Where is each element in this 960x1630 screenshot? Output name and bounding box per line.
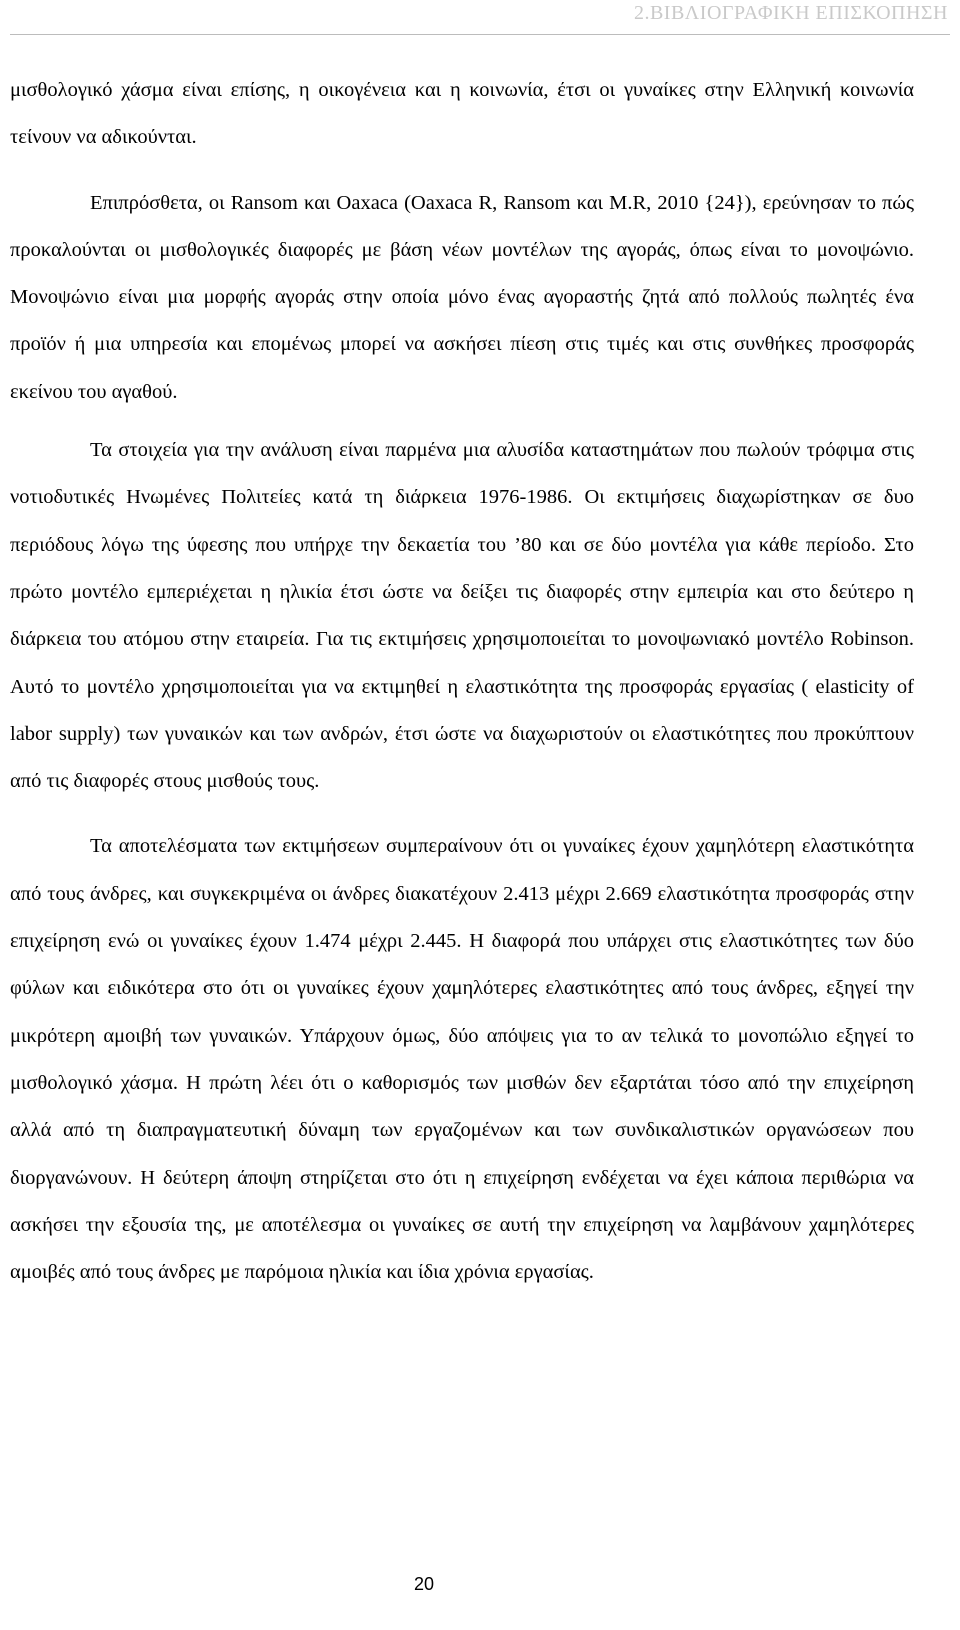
paragraph-continuation: μισθολογικό χάσμα είναι επίσης, η οικογένεια και η κοινωνία, έτσι οι γυναίκες στην Ελληνική κοινωνία τείνουν να αδικούνται.: [10, 79, 914, 149]
header-divider: [10, 34, 950, 35]
section-title: 2.ΒΙΒΛΙΟΓΡΑΦΙΚΗ ΕΠΙΣΚΟΠΗΣΗ: [633, 2, 948, 24]
paragraph-results: Τα αποτελέσματα των εκτιμήσεων συμπεραίνουν ότι οι γυναίκες έχουν χαμηλότερη ελαστικότητα από τους άνδρες, και συγκεκριμένα οι άνδρες διακατέχουν 2.413 μέχρι 2.669 ελαστικότητα προσφοράς στην επιχείρηση ενώ οι γυναίκες έχουν 1.474 μέχρι 2.445. Η διαφορά που υπάρχει στις ελαστικότητες των δύο φύλων και ειδικότερα στο ότι οι γυναίκες έχουν χαμηλότερες ελαστικότητες από τους άνδρες, εξηγεί την μικρότερη αμοιβή των γυναικών. Υπάρχουν όμως, δύο απόψεις για το αν τελικά το μονοπώλιο εξηγεί το μισθολογικό χάσμα. Η πρώτη λέει ότι ο καθορισμός των μισθών δεν εξαρτάται τόσο από την επιχείρηση αλλά από τη διαπραγματευτική δύναμη των εργαζομένων και των συνδικαλιστικών οργανώσεων που διοργανώνουν. Η δεύτερη άποψη στηρίζεται στο ότι η επιχείρηση ενδέχεται να έχει κάποια περιθώρια να ασκήσει την εξουσία της, με αποτέλεσμα οι γυναίκες σε αυτή την επιχείρηση να λαμβάνουν χαμηλότερες αμοιβές από τους άνδρες με παρόμοια ηλικία και ίδια χρόνια εργασίας.: [10, 835, 914, 1284]
paragraph-data-analysis: Τα στοιχεία για την ανάλυση είναι παρμένα μια αλυσίδα καταστημάτων που πωλούν τρόφιμα στις νοτιοδυτικές Ηνωμένες Πολιτείες κατά τη διάρκεια 1976-1986. Οι εκτιμήσεις διαχωρίστηκαν σε δυο περιόδους λόγω της ύφεσης που υπήρχε την δεκαετία του ’80 και σε δύο μοντέλα για κάθε περίοδο. Στο πρώτο μοντέλο εμπεριέχεται η ηλικία έτσι ώστε να δείξει τις διαφορές στην εμπειρία και στο δεύτερο η διάρκεια του ατόμου στην εταιρεία. Για τις εκτιμήσεις χρησιμοποιείται το μονοψωνιακό μοντέλο Robinson. Αυτό το μοντέλο χρησιμοποιείται για να εκτιμηθεί η ελαστικότητα της προσφοράς εργασίας ( elasticity of labor supply) των γυναικών και των ανδρών, έτσι ώστε να διαχωριστούν οι ελαστικότητες που προκύπτουν από τις διαφορές στους μισθούς τους.: [10, 439, 914, 793]
page-number: 20: [413, 1574, 435, 1594]
page-body: [10, 67, 914, 1296]
paragraph-ransom-oaxaca: Επιπρόσθετα, οι Ransom και Oaxaca (Oaxaca R, Ransom και M.R, 2010 {24}), ερεύνησαν το πώς προκαλούνται οι μισθολογικές διαφορές με βάση νέων μοντέλων της αγοράς, όπως είναι το μονοψώνιο. Μονοψώνιο είναι μια μορφής αγοράς στην οποία μόνο ένας αγοραστής ζητά από πολλούς πωλητές ένα προϊόν ή μια υπηρεσία και επομένως μπορεί να ασκήσει πίεση στις τιμές και στις συνθήκες προσφοράς εκείνου του αγαθού.: [10, 191, 914, 403]
running-header: [0, 0, 960, 40]
